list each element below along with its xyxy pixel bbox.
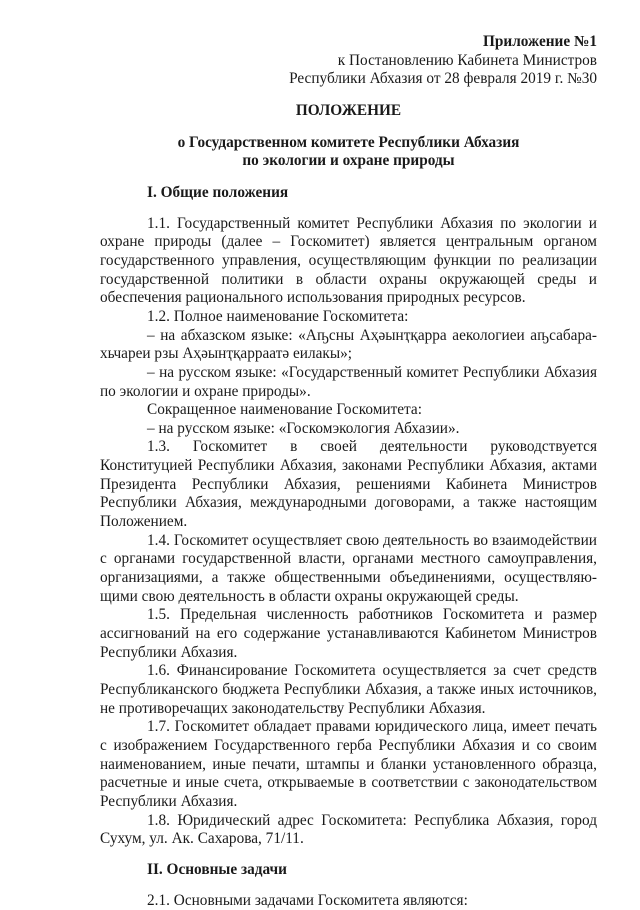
paragraph-1-4: 1.4. Госкомитет осуществляет свою деятельность во взаимодействии с органами государственной власти, органами местного самоуправления, организациями, а также общественными объединениями, осуществляю-щими свою деятельность в области охраны окружающей среды. [100,531,597,605]
section-2-heading: II. Основные задачи [147,860,287,878]
document-subtitle-2: по экологии и охране природы [242,152,455,170]
paragraph-short-name: – на русском языке: «Госкомэкология Абхазии». [147,419,460,437]
paragraph-russian-name: – на русском языке: «Государственный комитет Республики Абхазия по экологии и охране природы». [100,363,597,400]
document-page [100,33,597,910]
paragraph-1-1: 1.1. Государственный комитет Республики Абхазия по экологии и охране природы (далее – Госкомитет) является центральным органом государственного управления, осуществляющим функции по реализации государственной политики в области охраны окружающей среды и обеспечения рационального использования природных ресурсов. [100,214,597,307]
section-1-body [100,215,597,849]
decree-date: Республики Абхазия от 28 февраля 2019 г. №30 [289,70,597,88]
section-1-heading: I. Общие положения [147,183,289,201]
paragraph-1-3: 1.3. Госкомитет в своей деятельности руководствуется Конституцией Республики Абхазия, законами Республики Абхазия, актами Президента Республики Абхазия, решениями Кабинета Министров Республики Абхазия, международными договорами, а также настоящим Положением. [100,438,597,531]
paragraph-1-8: 1.8. Юридический адрес Госкомитета: Республика Абхазия, город Сухум, ул. Ак. Сахарова, 71/11. [100,811,597,848]
paragraph-short-name-label: Сокращенное наименование Госкомитета: [147,401,422,419]
appendix-label: Приложение №1 [482,33,597,50]
paragraph-2-1: 2.1. Основными задачами Госкомитета являются: [147,891,468,909]
document-subtitle-1: о Государственном комитете Республики Абхазия [177,133,520,151]
paragraph-1-6: 1.6. Финансирование Госкомитета осуществляется за счет средств Республиканского бюджета Республики Абхазия, а также иных источников, не противоречащих законодательству Республики Абхазия. [100,662,597,717]
decree-reference: к Постановлению Кабинета Министров [337,51,597,69]
paragraph-abkhaz-name: – на абхазском языке: «Аҧсны Аҳәынҭқарра аекологиеи аҧсабара-хьчареи рзы Аҳәынҭқарраатә еилакы»; [100,326,597,363]
document-title: ПОЛОЖЕНИЕ [295,101,402,119]
paragraph-1-2: 1.2. Полное наименование Госкомитета: [147,307,409,325]
section-2-body [100,892,597,910]
paragraph-1-5: 1.5. Предельная численность работников Госкомитета и размер ассигнований на его содержание устанавливаются Кабинетом Министров Республики Абхазия. [100,606,597,661]
paragraph-1-7: 1.7. Госкомитет обладает правами юридического лица, имеет печать с изображением Государственного герба Республики Абхазия и со своим наименованием, иные печати, штампы и бланки установленного образца, расчетные и иные счета, открываемые в соответствии с законодательством Республики Абхазия. [100,718,597,810]
